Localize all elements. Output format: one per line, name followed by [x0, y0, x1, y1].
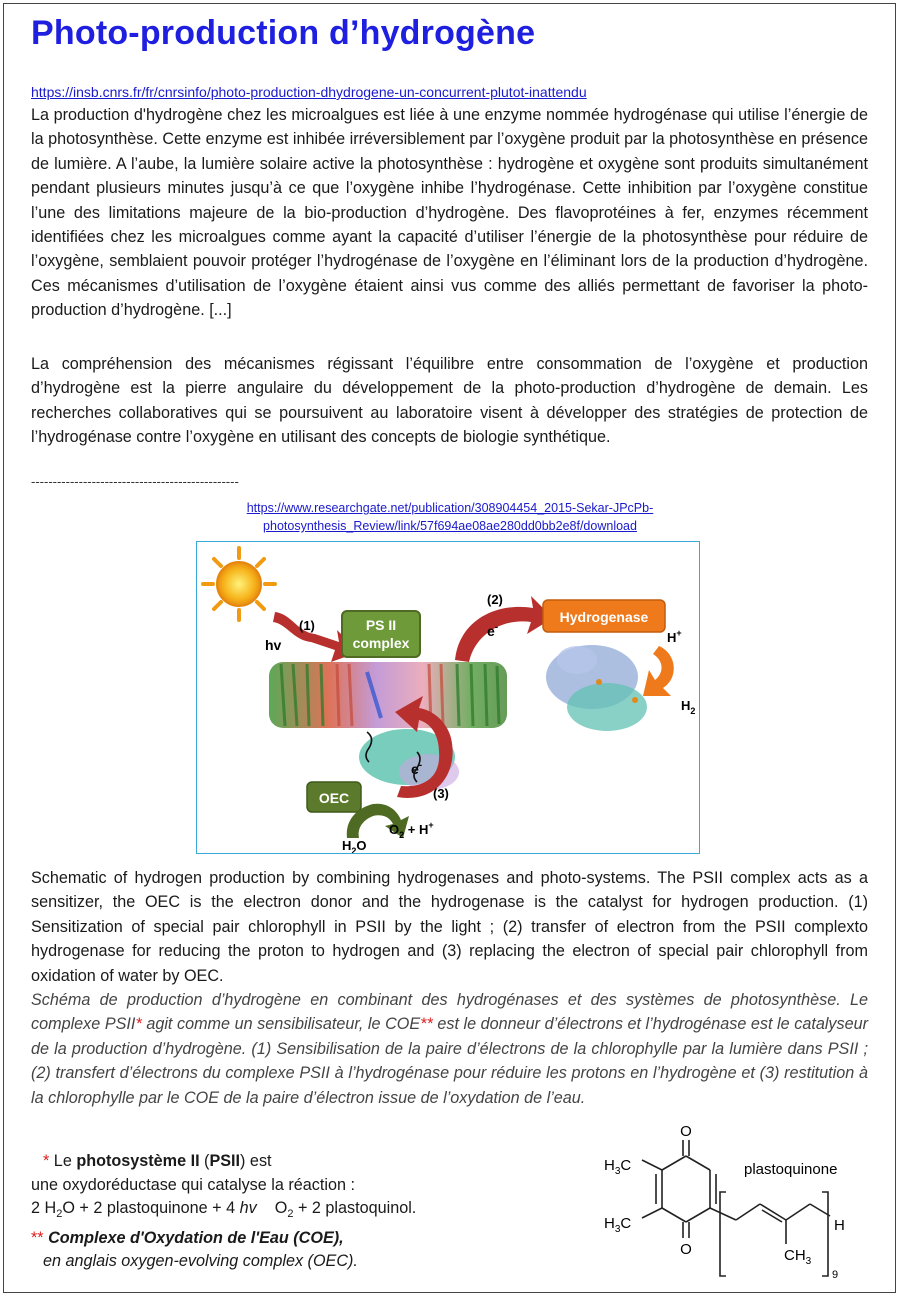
hydrogenase-protein-structure: [546, 645, 647, 731]
h2o-label: $H_2O$: [342, 838, 367, 853]
psii-protein-structure: [269, 662, 507, 790]
terminal-h-label: H: [834, 1217, 845, 1234]
figure-schematic: [197, 542, 699, 853]
hydrogenase-label: Hydrogenase: [559, 609, 649, 625]
electron-label-bottom: e-: [411, 760, 423, 777]
proton-label: H+: [667, 628, 682, 645]
oxygen-bottom-label: O: [680, 1241, 692, 1258]
o2-proton-label: $O_2 + H^+$: [389, 820, 434, 840]
paragraph-hydrogenase-intro: La production d'hydrogène chez les microalgues est liée à une enzyme nommée hydrogénase qui utilise l’énergie de la photosynthèse. Cette enzyme est inhibée irréversiblement par l’oxygène produit par la photosynthèse en présence de lumière. A l’aube, la lumière solaire active la photosynthèse : hydrogène et oxygène sont produits simultanément pendant plusieurs minutes jusqu’à ce que l’oxygène inhibe l’hydrogénase. Cette inhibition par l’oxygène constitue l’une des limitations majeure de la bio-production d’hydrogène. Des flavoprotéines à fer, enzymes récemment identifiées chez les microalgues comme ayant la capacité d’utiliser l’énergie de la photosynthèse pour réduire de l’oxygène, semblaient pouvoir protéger l’hydrogénase de l’oxygène en l’éliminant lors de la production d’hydrogène. Ces mécanismes d’utilisation de l’oxygène étaient ainsi vus comme des alliés permettant de favoriser la photo-production d’hydrogène. [...]: [31, 106, 868, 320]
proton-reduction-arrow-icon: [643, 646, 674, 696]
step-2-label: (2): [487, 592, 503, 607]
methyl-chain-label: $CH_3$: [784, 1247, 812, 1267]
footnote-coe-english: en anglais oxygen-evolving complex (OEC).: [43, 1252, 358, 1271]
paragraph-research-outlook: La compréhension des mécanismes régissant l’équilibre entre consommation de l’oxygène et production d’hydrogène est la pierre angulaire du développement de la photo-production d’hydrogène de demain. Les recherches collaboratives qui se poursuivent au laboratoire visent à développer des stratégies de protection de l’hydrogénase contre l’oxygène en utilisant des concepts de biologie synthétique.: [31, 355, 868, 447]
oec-label: OEC: [318, 790, 350, 806]
step-3-label: (3): [433, 786, 449, 801]
sun-icon: [203, 548, 275, 620]
plastoquinone-name: plastoquinone: [744, 1161, 838, 1178]
source-link-cnrs[interactable]: https://insb.cnrs.fr/fr/cnrsinfo/photo-production-dhydrogene-un-concurrent-plutot-inattendu: [31, 84, 587, 100]
plastoquinone-molecule-icon: [598, 1120, 878, 1290]
footnote-coe-title: ** Complexe d'Oxydation de l'Eau (COE),: [31, 1228, 344, 1247]
figure-caption-english: Schematic of hydrogen production by combining hydrogenases and photo-systems. The PSII complex acts as a sensitizer, the OEC is the electron donor and the hydrogenase is the catalyst for hydrogen production. (1) Sensitization of special pair chlorophyll in PSII by the light ; (2) transfer of electron from the PSII complexto hydrogenase for reducing the proton to hydrogen and (3) replacing the electron of special pair chlorophyll from oxidation of water by OEC.: [31, 869, 868, 985]
figure-caption-french: Schéma de production d’hydrogène en combinant des hydrogénases et des systèmes de photosynthèse. Le complexe PSII* agit comme un sensibilisateur, le COE** est le donneur d’électrons et l’hydrogénase est le catalyseur de la production d’hydrogène. (1) Sensibilisation de la paire d’électrons de la chlorophylle par la lumière dans PSII ; (2) transfert d’électrons du complexe PSII à l’hydrogénase pour réduire les protons en l’hydrogène et (3) restitution à la chlorophylle par le COE de la paire d’électron issue de l’oxydation de l’eau.: [31, 991, 868, 1107]
methyl-top-label: $H_3C$: [604, 1157, 632, 1177]
repeat-count-label: 9: [832, 1269, 839, 1281]
footnotes: [31, 1150, 551, 1274]
psii-label-line2: complex: [352, 635, 410, 651]
separator-line: ------------------------------------------------: [31, 474, 239, 489]
footnote-psii-line2: une oxydoréductase qui catalyse la réaction :: [31, 1175, 355, 1194]
footnote-psii-line1: * Le photosystème II (PSII) est: [43, 1152, 272, 1170]
hydrogen-production-figure: [196, 541, 700, 854]
step-1-label: (1): [299, 618, 315, 633]
electron-transfer-arrow-icon: [455, 596, 553, 662]
source-link-researchgate-line2[interactable]: photosynthesis_Review/link/57f694ae08ae280dd0bb2e8f/download: [263, 519, 637, 533]
electron-label-top: e-: [487, 622, 499, 639]
source-link-researchgate[interactable]: [200, 499, 700, 535]
source-link-researchgate-line1[interactable]: https://www.researchgate.net/publication/308904454_2015-Sekar-JPcPb-: [246, 501, 654, 515]
plastoquinone-structure: [598, 1120, 878, 1290]
oxygen-top-label: O: [680, 1123, 692, 1140]
h2-label: $H_2$: [681, 698, 696, 716]
page-title: Photo-production d’hydrogène: [31, 14, 536, 52]
hv-label: hv: [265, 637, 282, 653]
psii-label-line1: PS II: [365, 617, 397, 633]
methyl-bottom-label: $H_3C$: [604, 1215, 632, 1235]
footnote-reaction-equation: 2 $H_2O + 2$ plastoquinone + 4 hv $O_2 + 2$ plastoquinol.: [31, 1199, 417, 1221]
